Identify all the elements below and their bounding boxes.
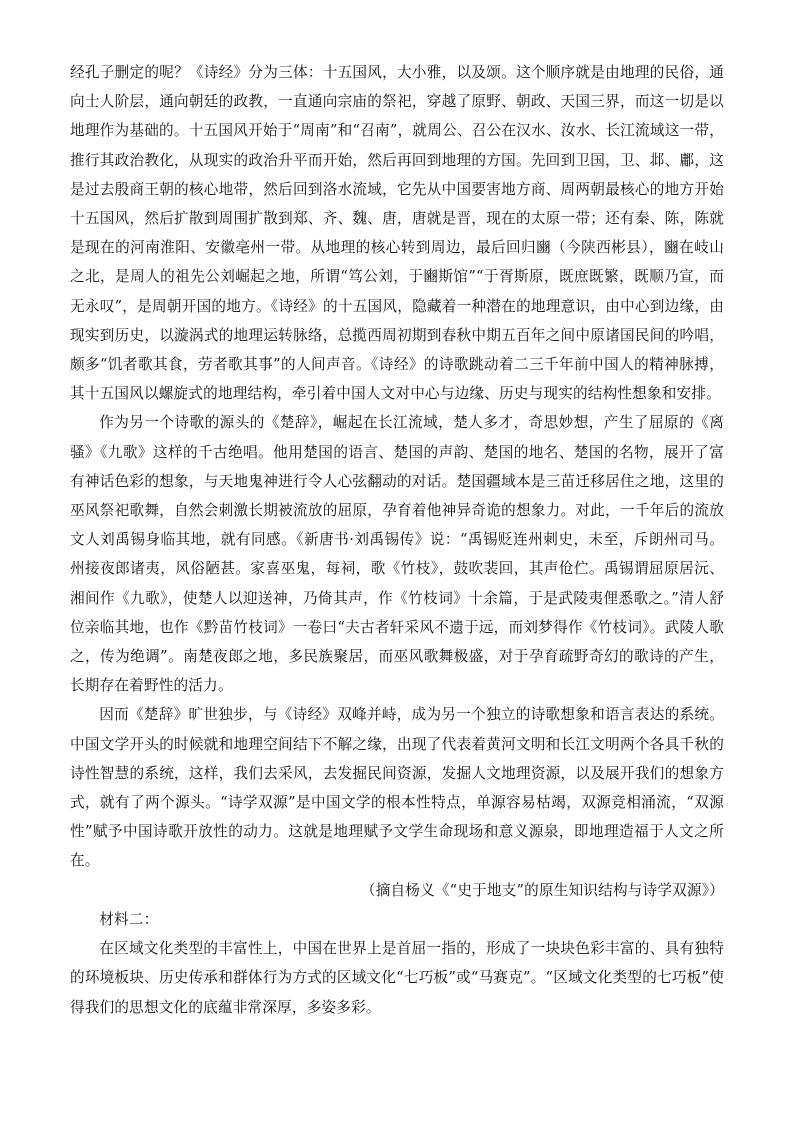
body-paragraph-2: 作为另一个诗歌的源头的《楚辞》，崛起在长江流域，楚人多才，奇思妙想，产生了屈原的《离骚》《九歌》这样的千古绝唱。他用楚国的语言、楚国的声韵、楚国的地名、楚国的名物，展开了富有神话色彩的想象，与天地鬼神进行令人心弦翻动的对话。楚国疆域本是三苗迁移居住之地，这里的巫风祭祀歌舞，自然会刺激长期被流放的屈原，孕育着他神异奇诡的想象力。对此，一千年后的流放文人刘禹锡身临其地，就有同感。《新唐书·刘禹锡传》说：“禹锡贬连州刺史，未至，斥朗州司马。州接夜郎诸夷，风俗陋甚。家喜巫鬼，每祠，歌《竹枝》，鼓吹裴回，其声伧伫。禹锡谓屈原居沅、湘间作《九歌》，使楚人以迎送神，乃倚其声，作《竹枝词》十余篇，于是武陵夷俚悉歌之。”清人舒位亲临其地，也作《黔苗竹枝词》一卷曰“夫古者轩采风不遗于远，而刘梦得作《竹枝词》。武陵人歌之，传为绝调”。南楚夜郎之地，多民族聚居，而巫风歌舞极盛，对于孕育疏野奇幻的歌诗的产生，长期存在着野性的活力。 — [70, 414, 724, 695]
section-paragraph-1: 在区域文化类型的丰富性上，中国在世界上是首屈一指的，形成了一块块色彩丰富的、具有独特的环境板块、历史传承和群体行为方式的区域文化“七巧板”或“马赛克”。“区域文化类型的七巧板”使得我们的思想文化的底蕴非常深厚，多姿多彩。 — [70, 940, 724, 1016]
source-citation: （摘自杨义《“史于地支”的原生知识结构与诗学双源》） — [360, 881, 724, 899]
section-label: 材料二： — [99, 910, 159, 928]
body-paragraph-3: 因而《楚辞》旷世独步，与《诗经》双峰并峙，成为另一个独立的诗歌想象和语言表达的系统。中国文学开头的时候就和地理空间结下不解之缘，出现了代表着黄河文明和长江文明两个各具千秋的诗性智慧的系统，这样，我们去采风，去发掘民间资源，发掘人文地理资源，以及展开我们的想象方式，就有了两个源头。“诗学双源”是中国文学的根本性特点，单源容易枯竭，双源竞相涌流，“双源性”赋予中国诗歌开放性的动力。这就是地理赋予文学生命现场和意义源泉，即地理造福于人文之所在。 — [70, 706, 724, 870]
body-paragraph-1: 经孔子删定的呢？《诗经》分为三体：十五国风，大小雅，以及颂。这个顺序就是由地理的民俗，通向士人阶层，通向朝廷的政教，一直通向宗庙的祭祀，穿越了原野、朝政、天国三界，而这一切是以地理作为基础的。十五国风开始于“周南”和“召南”，就周公、召公在汉水、汝水、长江流域这一带，推行其政治教化，从现实的政治升平而开始，然后再回到地理的方国。先回到卫国，卫、邶、鄘，这是过去殷商王朝的核心地带，然后回到洛水流域，它先从中国要害地方商、周两朝最核心的地方开始十五国风，然后扩散到周围扩散到郑、齐、魏、唐，唐就是晋，现在的太原一带；还有秦、陈，陈就是现在的河南淮阳、安徽亳州一带。从地理的核心转到周边，最后回归豳（今陕西彬县），豳在岐山之北，是周人的祖先公刘崛起之地，所谓“笃公刘，于豳斯馆”“于胥斯原，既庶既繁，既顺乃宣，而无永叹”，是周朝开国的地方。《诗经》的十五国风，隐藏着一种潜在的地理意识，由中心到边缘，由现实到历史，以漩涡式的地理运转脉络，总揽西周初期到春秋中期五百年之间中原诸国民间的吟唱，颇多“饥者歌其食，劳者歌其事”的人间声音。《诗经》的诗歌跳动着二三千年前中国人的精神脉搏，其十五国风以螺旋式的地理结构，牵引着中国人文对中心与边缘、历史与现实的结构性想象和安排。 — [70, 64, 724, 403]
